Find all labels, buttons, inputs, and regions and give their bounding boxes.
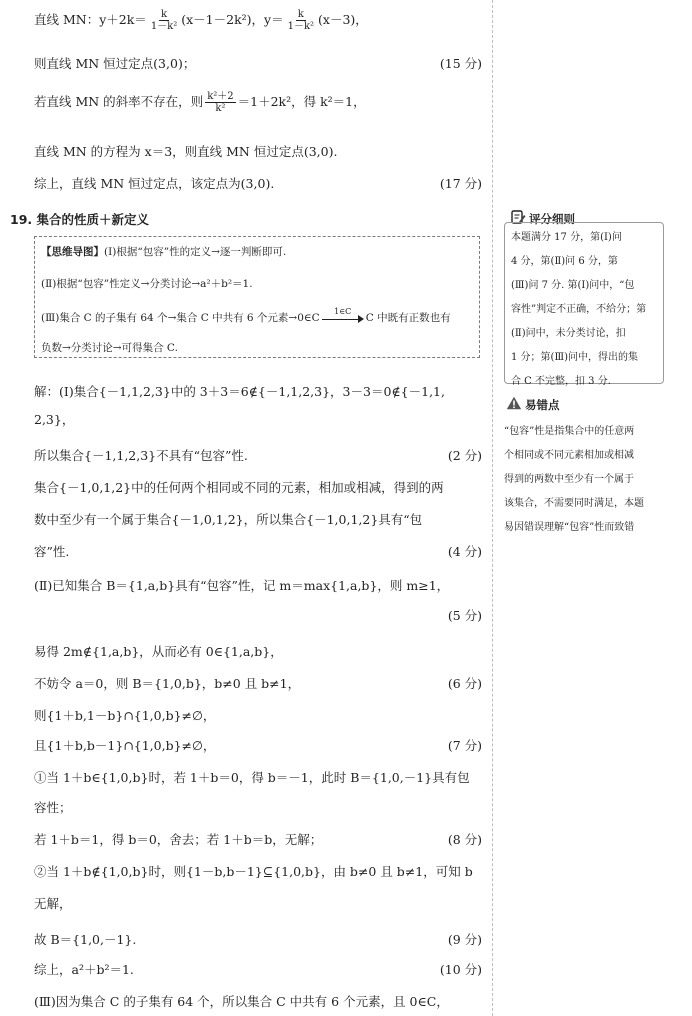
column-divider: [492, 0, 493, 1016]
score-label: (10 分): [439, 962, 482, 977]
solution-line: [34, 770, 482, 786]
solution-line: [34, 864, 482, 880]
solution-line: [34, 578, 482, 594]
scoring-rule-line: 1 分；第(Ⅲ)问中，得出的集: [511, 352, 638, 363]
solution-line: [34, 384, 482, 400]
line-fixed-point: 则直线 MN 恒过定点(3,0)； (15 分): [34, 56, 482, 71]
solution-line: [34, 832, 482, 848]
score-label: (17 分): [439, 176, 482, 191]
solution-line: [34, 994, 482, 1010]
solution-text: 且{1＋b,b－1}∩{1,0,b}≠∅，: [34, 738, 216, 753]
solution-text: 容”性.: [34, 544, 70, 559]
mind-map-box: [34, 236, 480, 358]
line-slope-not-exist: 若直线 MN 的斜率不存在，则 $\frac{\text{k²＋2}}{\text{k²}}$ ＝1＋2k²，得 k²＝1，: [34, 90, 366, 114]
fraction: $\frac{\text{k²＋2}}{\text{k²}}$: [207, 90, 234, 114]
text-segment: (x－3)，: [318, 11, 368, 27]
text-segment: (x－1－2k²)，y＝: [181, 11, 284, 27]
solution-text: (Ⅱ)已知集合 B＝{1,a,b}具有“包容”性，记 m＝max{1,a,b}，则 m≥1，: [34, 578, 450, 593]
solution-line: [34, 608, 482, 624]
score-label: (15 分): [439, 56, 482, 71]
solution-line: [34, 932, 482, 948]
solution-text: 2,3}，: [34, 412, 75, 427]
fraction: $\frac{k}{\text{1－k²}}$: [287, 8, 315, 32]
scoring-rules-box: [504, 222, 664, 387]
score-label: (9 分): [447, 932, 482, 947]
scoring-rule-line: 本题满分 17 分，第(Ⅰ)问: [511, 232, 622, 243]
scoring-rule-line: (Ⅱ)问中，未分类讨论，扣: [511, 328, 626, 339]
error-prone-line: “包容”性是指集合中的任意两: [504, 426, 635, 437]
line-conclusion: 综上，直线 MN 恒过定点，该定点为(3,0). (17 分): [34, 176, 482, 191]
solution-text: 容性；: [34, 800, 72, 815]
line-mn-equation: [34, 10, 482, 30]
solution-line: [34, 800, 482, 816]
solution-line: [34, 448, 482, 464]
solution-text: 数中至少有一个属于集合{－1,0,1,2}，所以集合{－1,0,1,2}具有“包: [34, 512, 423, 527]
error-prone-title: 易错点: [506, 396, 560, 413]
solution-text: 无解，: [34, 896, 72, 911]
error-prone-line: 该集合，不需要同时满足，本题: [504, 498, 644, 509]
scoring-rules-title: 评分细则: [510, 209, 575, 228]
score-label: (4 分): [447, 544, 482, 559]
solution-text: ②当 1＋b∉{1,0,b}时，则{1－b,b－1}⊆{1,0,b}，由 b≠0 且 b≠1，可知 b: [34, 864, 473, 879]
error-prone-text: [504, 420, 672, 540]
solution-line: [34, 544, 482, 560]
arrow-icon: 1∈C: [322, 311, 364, 325]
solution-line: [34, 480, 482, 496]
solution-line: [34, 512, 482, 528]
solution-line: [34, 708, 482, 724]
score-label: (7 分): [447, 738, 482, 753]
line-mn-vertical: 直线 MN 的方程为 x＝3，则直线 MN 恒过定点(3,0).: [34, 144, 338, 159]
solution-text: 则{1＋b,1－b}∩{1,0,b}≠∅，: [34, 708, 216, 723]
scoring-rule-line: 容性”判定不正确，不给分；第: [511, 304, 647, 315]
problem-heading: 19. 集合的性质＋新定义: [10, 212, 149, 227]
solution-text: 解：(Ⅰ)集合{－1,1,2,3}中的 3＋3＝6∉{－1,1,2,3}，3－3＝0∉{－1,1,: [34, 384, 445, 399]
solution-text: 若 1＋b＝1，得 b＝0，舍去；若 1＋b＝b，无解；: [34, 832, 323, 847]
fraction: $\frac{k}{\text{1－k²}}$: [150, 8, 178, 32]
mind-map-row: 【思维导图】 (Ⅰ)根据“包容”性的定义→逐一判断即可.: [41, 246, 287, 258]
solution-line: [34, 676, 482, 692]
text-segment: 直线 MN：y＋2k＝: [34, 11, 147, 27]
solution-text: (Ⅲ)因为集合 C 的子集有 64 个，所以集合 C 中共有 6 个元素，且 0∈C，: [34, 994, 449, 1009]
score-label: (6 分): [447, 676, 482, 691]
solution-line: [34, 644, 482, 660]
score-label: (5 分): [447, 608, 482, 623]
solution-text: 不妨令 a＝0，则 B＝{1,0,b}，b≠0 且 b≠1，: [34, 676, 301, 691]
solution-text: 所以集合{－1,1,2,3}不具有“包容”性.: [34, 448, 248, 463]
solution-text: ①当 1＋b∈{1,0,b}时，若 1＋b＝0，得 b＝－1，此时 B＝{1,0,－1}具有包: [34, 770, 470, 785]
mind-map-row: 负数→分类讨论→可得集合 C.: [41, 342, 178, 354]
error-prone-line: 个相同或不同元素相加或相减: [504, 450, 634, 461]
error-prone-line: 易因错误理解“包容”性而致错: [504, 522, 635, 533]
error-prone-line: 得到的两数中至少有一个属于: [504, 474, 634, 485]
scoring-rule-line: (Ⅲ)问 7 分. 第(Ⅰ)问中，“包: [511, 280, 635, 291]
scoring-rule-line: 合 C 不完整，扣 3 分.: [511, 376, 611, 387]
solution-text: 故 B＝{1,0,－1}.: [34, 932, 137, 947]
score-label: (2 分): [447, 448, 482, 463]
solution-text: 综上，a²＋b²＝1.: [34, 962, 134, 977]
solution-text: 易得 2m∉{1,a,b}，从而必有 0∈{1,a,b}，: [34, 644, 283, 659]
solution-line: [34, 896, 482, 912]
solution-text: 集合{－1,0,1,2}中的任何两个相同或不同的元素，相加或相减，得到的两: [34, 480, 444, 495]
solution-line: [34, 412, 482, 428]
scoring-rule-line: 4 分，第(Ⅱ)问 6 分，第: [511, 256, 618, 267]
solution-line: [34, 962, 482, 978]
mind-map-row: (Ⅱ)根据“包容”性定义→分类讨论→a²＋b²＝1.: [41, 278, 253, 290]
mind-map-row: (Ⅲ)集合 C 的子集有 64 个→集合 C 中共有 6 个元素→0∈C 1∈C C 中既有正数也有: [41, 307, 451, 324]
solution-line: [34, 738, 482, 754]
warning-triangle-icon: [506, 396, 522, 413]
score-label: (8 分): [447, 832, 482, 847]
